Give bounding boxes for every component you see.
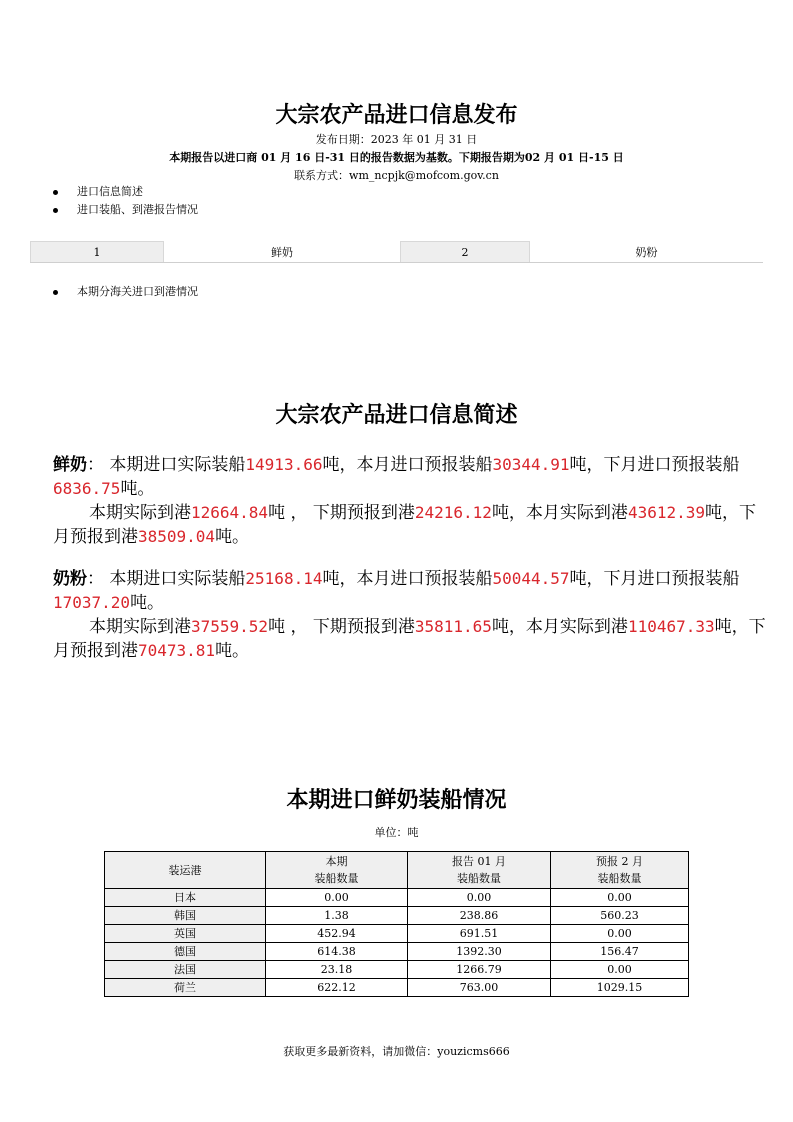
value: 25168.14 xyxy=(245,569,323,588)
footer-note: 获取更多最新资料，请加微信：youzicms666 xyxy=(283,1045,510,1058)
tab-fresh-milk[interactable]: 鲜奶 xyxy=(271,245,293,259)
value: 43612.39 xyxy=(627,503,705,522)
shipment-title: 本期进口鲜奶装船情况 xyxy=(286,788,507,813)
table-row: 英国 452.94 691.51 0.00 xyxy=(105,925,689,943)
value: 24216.12 xyxy=(414,503,492,522)
value: 12664.84 xyxy=(191,503,269,522)
shipment-table xyxy=(104,851,689,997)
value: 6836.75 xyxy=(53,479,121,498)
table-header-row xyxy=(105,852,689,889)
nav-item-summary[interactable]: 进口信息简述 xyxy=(77,183,198,201)
product-name-milk: 鲜奶 xyxy=(53,455,87,475)
nav-list xyxy=(77,183,198,219)
col-current: 本期 装船数量 xyxy=(266,852,408,889)
milk-summary: 鲜奶： 本期进口实际装船14913.66吨，本月进口预报装船30344.91吨，下月进口预报装船6836.75吨。 本期实际到港12664.84吨 ， 下期预报到港24216.12吨，本月实际到港43612.39吨，下月预报到港38509.04吨。 xyxy=(53,455,756,547)
powder-summary: 奶粉： 本期进口实际装船25168.14吨，本月进口预报装船50044.57吨，下月进口预报装船17037.20吨。 本期实际到港37559.52吨 ， 下期预报到港35811.65吨，本月实际到港110467.33吨，下月预报到港70473.81吨。 xyxy=(53,569,766,661)
table-row: 德国 614.38 1392.30 156.47 xyxy=(105,943,689,961)
col-jan: 报告 01 月 装船数量 xyxy=(408,852,551,889)
value: 37559.52 xyxy=(191,617,269,636)
col-port: 装运港 xyxy=(105,852,266,889)
nav-item-shipping-report[interactable]: 进口装船、到港报告情况 xyxy=(77,201,198,219)
col-feb: 预报 2 月 装船数量 xyxy=(551,852,689,889)
value: 30344.91 xyxy=(492,455,570,474)
publish-date: 发布日期：2023 年 01 月 31 日 xyxy=(315,133,478,146)
tab-1-number[interactable]: 1 xyxy=(30,241,164,262)
unit-label: 单位：吨 xyxy=(374,826,419,839)
value: 17037.20 xyxy=(53,593,131,612)
period-note: 本期报告以进口商 01 月 16 日-31 日的报告数据为基数。下期报告期为02 月 01 日-15 日 xyxy=(169,151,624,164)
value: 14913.66 xyxy=(245,455,323,474)
summary-title: 大宗农产品进口信息简述 xyxy=(275,403,518,428)
table-row: 日本 0.00 0.00 0.00 xyxy=(105,889,689,907)
value: 50044.57 xyxy=(492,569,570,588)
tab-milk-powder[interactable]: 奶粉 xyxy=(635,245,658,259)
value: 38509.04 xyxy=(138,527,216,546)
contact-email: 联系方式：wm_ncpjk@mofcom.gov.cn xyxy=(294,169,499,182)
value: 70473.81 xyxy=(138,641,216,660)
product-tabs xyxy=(30,241,763,263)
table-row: 韩国 1.38 238.86 560.23 xyxy=(105,907,689,925)
table-row: 荷兰 622.12 763.00 1029.15 xyxy=(105,979,689,997)
value: 35811.65 xyxy=(414,617,492,636)
tab-2-number[interactable]: 2 xyxy=(400,241,530,262)
customs-list xyxy=(77,283,198,301)
customs-arrival-link[interactable]: 本期分海关进口到港情况 xyxy=(77,283,198,301)
page-title: 大宗农产品进口信息发布 xyxy=(275,103,518,128)
product-name-powder: 奶粉 xyxy=(53,569,87,589)
table-row: 法国 23.18 1266.79 0.00 xyxy=(105,961,689,979)
value: 110467.33 xyxy=(627,617,715,636)
